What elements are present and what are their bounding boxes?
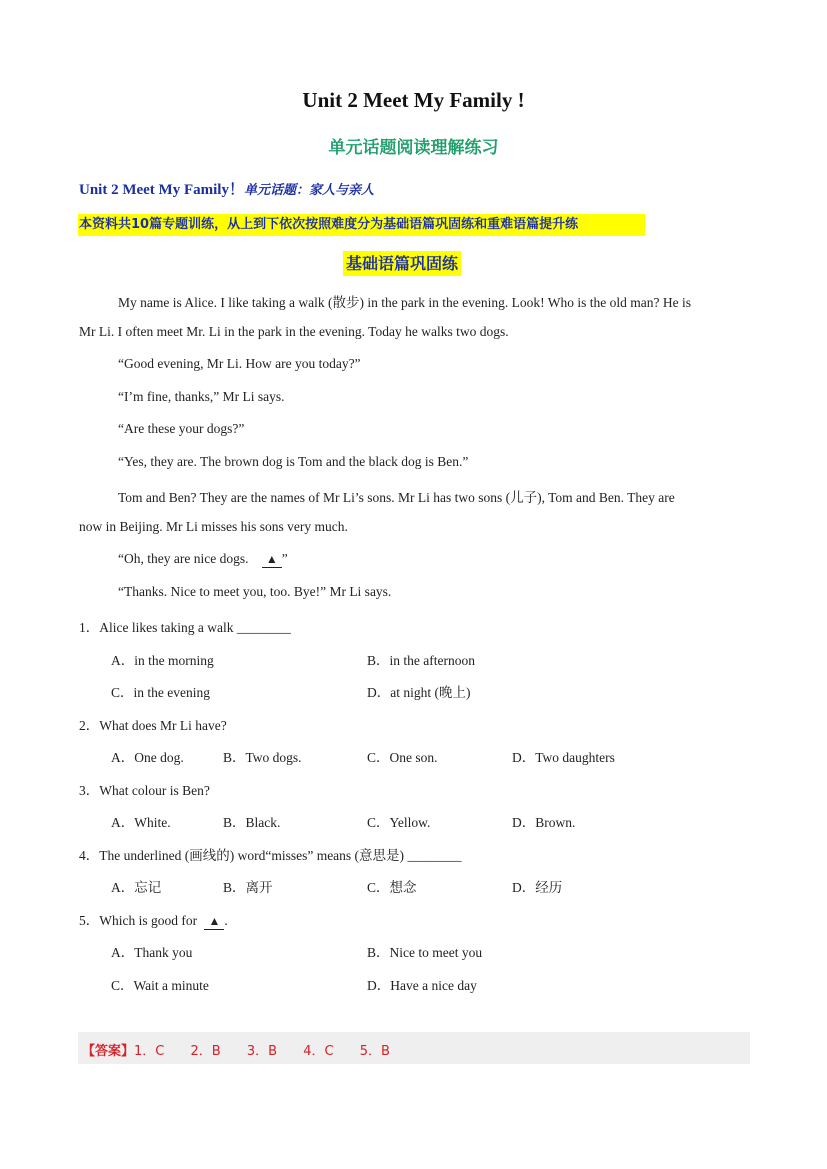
dialogue-line: “Are these your dogs?” bbox=[118, 421, 245, 436]
dialogue-line: “I’m fine, thanks,” Mr Li says. bbox=[118, 389, 285, 404]
notice-banner: 本资料共10篇专题训练，从上到下依次按照难度分为基础语篇巩固练和重难语篇提升练 bbox=[78, 214, 645, 236]
question-3: 3．What colour is Ben? bbox=[79, 783, 210, 798]
option-a[interactable]: A．Thank you bbox=[111, 945, 193, 960]
answer-item: 2．B bbox=[190, 1044, 221, 1059]
blank-marker: ▲ bbox=[204, 914, 224, 930]
option-a[interactable]: A．White. bbox=[111, 815, 171, 830]
option-d[interactable]: D．Have a nice day bbox=[367, 978, 477, 993]
answer-item: 4．C bbox=[303, 1044, 334, 1059]
question-stem: 4．The underlined (画线的) word“misses” means (意思是) bbox=[79, 848, 405, 863]
dialogue-line: “Good evening, Mr Li. How are you today?” bbox=[118, 356, 361, 371]
topic-label: 单元话题：家人与亲人 bbox=[243, 183, 374, 198]
dialogue-line: “Yes, they are. The brown dog is Tom and the black dog is Ben.” bbox=[118, 454, 469, 469]
passage-line: Mr Li. I often meet Mr. Li in the park in the evening. Today he walks two dogs. bbox=[79, 324, 509, 339]
document-subtitle: 单元话题阅读理解练习 bbox=[328, 138, 499, 158]
passage-line: Tom and Ben? They are the names of Mr Li’s sons. Mr Li has two sons (儿子), Tom and Ben. They are bbox=[118, 490, 675, 505]
answer-item: 1．C bbox=[134, 1044, 165, 1059]
answer-item: 3．B bbox=[246, 1044, 278, 1059]
option-d[interactable]: D．at night (晚上) bbox=[367, 685, 471, 700]
answer-blank: ________ bbox=[407, 848, 462, 863]
option-c[interactable]: C．Yellow. bbox=[367, 815, 431, 830]
dialogue-line: “Thanks. Nice to meet you, too. Bye!” Mr Li says. bbox=[118, 584, 392, 599]
question-4 bbox=[79, 844, 461, 864]
option-b[interactable]: B．离开 bbox=[223, 880, 273, 895]
option-c[interactable]: C．Wait a minute bbox=[111, 978, 209, 993]
dialogue-end: ” bbox=[281, 551, 288, 566]
blank-marker: ▲ bbox=[262, 552, 282, 568]
question-5: 5．Which is good for ▲ . bbox=[79, 913, 228, 928]
option-b[interactable]: B．Two dogs. bbox=[223, 750, 302, 765]
option-c[interactable]: C．One son. bbox=[367, 750, 438, 765]
answer-label: 【答案】 bbox=[82, 1044, 135, 1059]
passage-line: now in Beijing. Mr Li misses his sons very much. bbox=[79, 519, 348, 534]
question-stem: 1．Alice likes taking a walk bbox=[79, 620, 234, 635]
option-a[interactable]: A．in the morning bbox=[111, 653, 214, 668]
answer-item: 5．B bbox=[359, 1044, 390, 1059]
option-c[interactable]: C．in the evening bbox=[111, 685, 210, 700]
option-c[interactable]: C．想念 bbox=[367, 880, 417, 895]
option-d[interactable]: D．经历 bbox=[512, 880, 563, 895]
question-stem: 5．Which is good for bbox=[79, 913, 198, 928]
document-title: Unit 2 Meet My Family ! bbox=[302, 88, 525, 112]
option-b[interactable]: B．in the afternoon bbox=[367, 653, 475, 668]
question-2: 2．What does Mr Li have? bbox=[79, 718, 227, 733]
option-a[interactable]: A．One dog. bbox=[111, 750, 184, 765]
option-b[interactable]: B．Nice to meet you bbox=[367, 945, 483, 960]
option-d[interactable]: D．Two daughters bbox=[512, 750, 615, 765]
topic-prefix: Unit 2 Meet My Family！ bbox=[79, 182, 244, 198]
unit-topic bbox=[79, 178, 374, 199]
section-heading: 基础语篇巩固练 bbox=[343, 251, 461, 276]
dialogue-text: “Oh, they are nice dogs. bbox=[118, 551, 249, 566]
answer-key bbox=[82, 1040, 390, 1059]
option-d[interactable]: D．Brown. bbox=[512, 815, 576, 830]
dialogue-line bbox=[118, 551, 288, 568]
question-1 bbox=[79, 616, 291, 636]
option-a[interactable]: A．忘记 bbox=[111, 880, 162, 895]
passage-line: My name is Alice. I like taking a walk (散步) in the park in the evening. Look! Who is the old man? He is bbox=[118, 295, 691, 310]
option-b[interactable]: B．Black. bbox=[223, 815, 281, 830]
answer-blank: ________ bbox=[236, 620, 291, 635]
